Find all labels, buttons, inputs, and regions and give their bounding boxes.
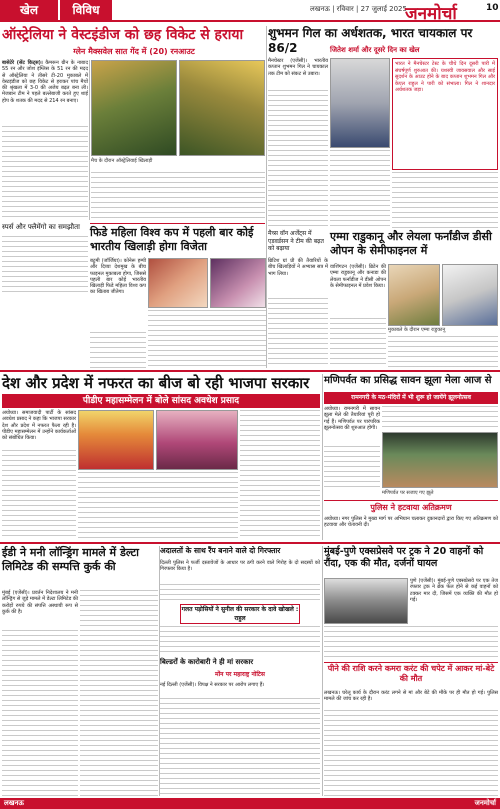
mumbai-body-filler: [324, 626, 498, 660]
bjp-body: अयोध्या। समाजवादी पार्टी के सांसद अवधेश प्रसाद ने कहा कि भाजपा सरकार देश और प्रदेश में नफरत फैला रही है। पीडीए महासम्मेलन में उन्होंने कार्यकर्ताओं को संबोधित किया।: [2, 410, 76, 442]
aus-headline-box: [2, 26, 264, 46]
emma-photo-1: [388, 264, 440, 326]
mid-brief-filler: [268, 298, 328, 368]
ramp-sub-brief-box: [180, 604, 300, 624]
sawan-subhead: रामनगरी के मठ-मंदिरों में भी शुरू हो जायेंगे झूलनोत्सव: [351, 394, 471, 401]
ramp-sub-brief: गलत पड़ोसियों ने सुनील की सरकार के दावे खोखले : राहुल: [181, 606, 299, 622]
aus-sidebar-body: [2, 236, 88, 296]
bjp-subhead-bar: [2, 394, 320, 408]
gill-body: मैनचेस्टर (एजेंसी)। भारतीय कप्तान शुभमन गिल ने चायकाल तक टीम को संकट से उबारा।: [268, 58, 328, 77]
bjp-headline: देश और प्रदेश में नफरत का बीज बो रही भाजपा सरकार: [2, 374, 310, 392]
rule-pilot-top: [324, 662, 498, 663]
fide-body: बटुमी (जॉर्जिया)। कोनेरू हम्पी और दिव्या देशमुख के बीच फाइनल मुकाबला होगा, जिससे पहली बार कोई भारतीय खिलाड़ी फिडे महिला विश्व कप का खिताब जीतेगा।: [90, 258, 146, 296]
emma-body: वाशिंगटन (एजेंसी)। ब्रिटेन की एम्मा राडुकानू और कनाडा की लेयला फर्नांडीज ने डीसी ओपन के सेमीफाइनल में प्रवेश किया।: [330, 264, 386, 289]
page-number: 10: [486, 3, 499, 13]
police-body: अयोध्या। नगर पुलिस ने मुख्य मार्ग पर अभियान चलाकर दुकानदारों द्वारा किए गए अतिक्रमण को हटवाया और चेतावनी दी।: [324, 516, 498, 529]
section-label-secondary: विविध: [60, 0, 112, 20]
mid-brief-head-box: [268, 230, 328, 256]
gill-highlight-box: [392, 58, 498, 170]
ramp-body-filler: [160, 584, 320, 602]
karnataka-body: नई दिल्ली (एजेंसी)। विपक्ष ने सरकार पर आरोप लगाए हैं।: [160, 682, 265, 688]
fide-headline-box: [90, 226, 266, 256]
sawan-photo: [382, 432, 498, 488]
aus-subhead-box: [4, 46, 264, 58]
bjp-body-filler-3: [240, 410, 320, 540]
fide-headline: फिडे महिला विश्व कप में पहली बार कोई भारतीय खिलाड़ी होगा विजेता: [90, 226, 254, 253]
sawan-headline-box: [324, 374, 498, 390]
masthead: [0, 0, 500, 22]
karnataka-headline: बिल्डरों के कारोबारी ने ही मां सरकार: [160, 658, 254, 666]
aus-sidebar-head-box: [2, 222, 88, 234]
sawan-body-filler: [324, 446, 380, 490]
col-rule-3: [322, 374, 323, 540]
gill-body-filler: [268, 90, 328, 228]
rule-fide-top: [90, 223, 265, 224]
bjp-body-filler-2: [78, 472, 238, 540]
gill-subhead: जितेश शर्मा और दूसरे दिन का खेल: [330, 46, 420, 54]
footer-bar: [0, 798, 500, 809]
aus-sidebar-head: स्पर्स और फ्लैमेंगो का समझौता: [2, 223, 80, 231]
col-rule-2: [266, 26, 267, 368]
ramp-headline: अदालतों के साथ रैंप बनाने वाले दो गिरफ्तार: [160, 546, 281, 555]
karnataka-headline-box: [160, 658, 320, 670]
section-label-primary: खेल: [0, 0, 58, 20]
fide-body-filler-2: [90, 332, 146, 368]
aus-body-filler-2: [91, 172, 265, 220]
karnataka-subhead: मोंन पर महाराष्ट्र नोटिस: [215, 671, 265, 678]
mumbai-headline-box: [324, 546, 498, 576]
bjp-body-filler: [2, 450, 76, 540]
gill-photo: [330, 58, 390, 148]
newspaper-brand: जनमोर्चा: [405, 4, 457, 24]
footer-left: लखनऊ: [4, 799, 24, 807]
rule-ed-top: [0, 542, 500, 544]
emma-photo-2: [442, 264, 498, 326]
aus-photo-caption: मैच के दौरान ऑस्ट्रेलियाई खिलाड़ी: [91, 158, 153, 164]
aus-headline: ऑस्ट्रेलिया ने वेस्टइंडीज को छह विकेट से हराया: [2, 27, 244, 43]
emma-headline: एम्मा राडुकानू और लेयला फर्नांडीज डीसी ओपन के सेमीफाइनल में: [330, 230, 492, 257]
sawan-subhead-bar: [324, 392, 498, 404]
emma-body-filler-2: [388, 336, 498, 368]
mid-brief-head: मैच्स वॉन अर्जेंट्स में एडवर्डसन ने टीम की बढ़त को बढ़ाया: [268, 230, 324, 252]
aus-body-text: कैमरून ग्रीन के नाबाद 55 रन और जोश इंग्लिस के 51 रन की मदद से ऑस्ट्रेलिया ने तीसरे टी-20 मुकाबले में वेस्टइंडीज को छह विकेट से हराकर पांच मैचों की श्रृंखला में 3-0 की अजेय बढ़त बना ली। मेजबान टीम ने पहले बल्लेबाजी करते हुए शाई होप के शतक की मदद से 214 रन बनाए।: [2, 60, 88, 104]
aus-subhead: ग्लेन मैक्सवेल सात गेंद में (20) रनआउट: [73, 47, 195, 56]
rule-police-top: [324, 500, 498, 501]
emma-caption: मुकाबले के दौरान एम्मा राडुकानू: [388, 327, 446, 333]
gill-headline: शुभमन गिल का अर्धशतक, भारत चायकाल पर 86/2: [268, 26, 473, 55]
col-rule-4: [159, 546, 160, 796]
pilot-body: लखनऊ। घरेलू कार्य के दौरान करंट लगने से मां और बेटे की मौके पर ही मौत हो गई। पुलिस मामले की जांच कर रही है।: [324, 690, 498, 703]
karnataka-body-filler: [160, 698, 320, 796]
bjp-subhead: पीडीए महासम्मेलन में बोले सांसद अवधेश प्रसाद: [82, 396, 240, 406]
gill-body-filler-2: [330, 150, 390, 228]
fide-body-filler: [148, 310, 266, 368]
pilot-headline: पीने की राशि करने कमरा करंट की चपेट में आकर मां-बेटे की मौत: [327, 664, 495, 683]
gill-body-filler-3: [392, 172, 498, 228]
bjp-headline-box: [2, 374, 320, 394]
karnataka-subhead-box: [160, 670, 320, 680]
sawan-body: अयोध्या। रामनगरी में सावन झूला मेले की तैयारियां पूरी हो गई हैं। मणिपर्वत पर पारंपरिक झूलनोत्सव की शुरुआत होगी।: [324, 406, 380, 431]
rule-bjp-top: [0, 370, 500, 372]
gill-highlight: भारत ने मैनचेस्टर टेस्ट के चौथे दिन दूसरी पारी में संघर्षपूर्ण शुरुआत की। यशस्वी जायसवाल और साई सुदर्शन के आउट होने के बाद कप्तान शुभमन गिल और केएल राहुल ने पारी को संभाला। गिल ने शानदार अर्धशतक जड़ा।: [395, 61, 495, 93]
aus-body-filler: [2, 126, 88, 220]
ed-headline: ईडी ने मनी लॉन्ड्रिंग मामले में डेल्टा लिमिटेड की सम्पत्ति कुर्क की: [2, 546, 140, 573]
sawan-body-filler-2: [382, 406, 498, 430]
sawan-caption: मणिपर्वत पर सजाए गए झूले: [382, 490, 434, 496]
ramp-body-filler-2: [160, 626, 320, 656]
aus-photo-2: [179, 60, 265, 156]
ramp-body: दिल्ली पुलिस ने फर्जी दस्तावेजों के आधार पर ठगी करने वाले गिरोह के दो सदस्यों को गिरफ्तार किया है।: [160, 560, 320, 573]
fide-photo-2: [210, 258, 266, 308]
pilot-headline-box: [324, 664, 498, 688]
mumbai-headline: मुंबई-पुणे एक्सप्रेसवे पर ट्रक ने 20 वाहनों को रौंदा, एक की मौत, दर्जनों घायल: [324, 546, 484, 569]
aus-dateline: बासेटेरे (सेंट किट्स)।: [2, 60, 43, 66]
sawan-headline: मणिपर्वत का प्रसिद्ध सावन झूला मेला आज से: [324, 375, 492, 386]
pilot-body-filler: [324, 710, 498, 796]
ed-body-filler-2: [80, 590, 158, 796]
ed-headline-box: [2, 546, 158, 586]
mid-brief-body: ब्रिटिश ग्रां प्री की तैयारियों के बीच खिलाड़ियों ने अभ्यास सत्र में भाग लिया।: [268, 258, 328, 277]
col-rule-5: [322, 546, 323, 796]
bjp-photo-1: [78, 410, 154, 470]
mumbai-body: पुणे (एजेंसी)। मुंबई-पुणे एक्सप्रेसवे पर एक तेज रफ्तार ट्रक ने ब्रेक फेल होने से कई वाहनों को टक्कर मार दी, जिसमें एक व्यक्ति की मौत हो गई।: [410, 578, 498, 603]
police-headline: पुलिस ने हटवाया अतिक्रमण: [370, 503, 452, 512]
fide-photo-1: [148, 258, 208, 308]
aus-photo-1: [91, 60, 177, 156]
ed-body-filler: [2, 630, 78, 796]
bjp-photo-2: [156, 410, 238, 470]
mumbai-photo: [324, 578, 408, 624]
col-rule-1: [89, 60, 90, 220]
gill-subhead-box: [330, 46, 496, 56]
footer-right: जनमोर्चा: [474, 799, 496, 807]
police-headline-box: [324, 502, 498, 514]
emma-body-filler: [330, 318, 386, 368]
date-line: लखनऊ | रविवार | 27 जुलाई 2025: [310, 5, 407, 13]
ed-body: मुंबई (एजेंसी)। प्रवर्तन निदेशालय ने मनी लॉन्ड्रिंग से जुड़े मामले में डेल्टा लिमिटेड की करोड़ों रुपये की संपत्ति अस्थायी रूप से कुर्क की है।: [2, 590, 78, 615]
emma-headline-box: [330, 230, 498, 262]
ramp-headline-box: [160, 546, 320, 558]
